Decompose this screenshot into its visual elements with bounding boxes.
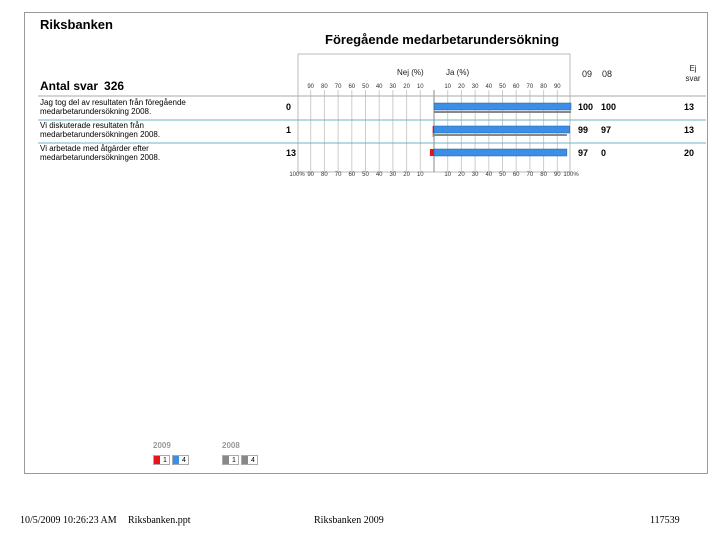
bottom-tick-label: 30 [471, 172, 479, 178]
top-tick-label: 90 [553, 84, 561, 90]
no-answer-count: 0 [286, 102, 292, 112]
bar-ja-2009 [434, 103, 571, 110]
bottom-tick-label: 90 [553, 172, 561, 178]
bottom-tick-label: 60 [348, 172, 356, 178]
top-tick-label: 90 [307, 84, 315, 90]
nej-header: Nej (%) [397, 68, 424, 77]
response-count-value: 326 [104, 79, 125, 93]
top-tick-label: 80 [321, 84, 328, 90]
bar-nej-2008 [433, 133, 434, 137]
bottom-tick-label: 100% [289, 172, 305, 178]
bar-nej-2009 [430, 149, 434, 156]
question-label: Vi diskuterade resultaten från medarbetarundersökningen 2008. [40, 121, 161, 139]
top-tick-label: 40 [485, 84, 493, 90]
legend-year-2008: 2008 [222, 441, 240, 450]
legend-label: 4 [182, 457, 186, 464]
top-tick-label: 70 [334, 84, 342, 90]
top-tick-label: 20 [458, 84, 465, 90]
bar-ja-2008 [434, 111, 571, 113]
top-tick-label: 30 [389, 84, 397, 90]
chart-title: Föregående medarbetarundersökning [325, 32, 560, 47]
response-count-label: Antal svar [40, 79, 99, 93]
ej-svar-count: 20 [684, 148, 695, 158]
bar-ja-2009 [434, 126, 570, 133]
bottom-tick-label: 70 [334, 172, 342, 178]
ej-svar-header: Ej svar [685, 64, 701, 83]
legend-year-2009: 2009 [153, 441, 171, 450]
top-tick-label: 40 [375, 84, 383, 90]
bottom-tick-label: 80 [540, 172, 547, 178]
footer-file: Riksbanken.ppt [128, 515, 191, 526]
bottom-tick-label: 40 [375, 172, 383, 178]
top-tick-label: 70 [526, 84, 534, 90]
bottom-tick-label: 20 [458, 172, 465, 178]
bottom-tick-label: 70 [526, 172, 534, 178]
pct-2008: 97 [601, 125, 612, 135]
top-tick-label: 10 [444, 84, 452, 90]
legend-label: 4 [251, 457, 255, 464]
bar-ja-2009 [434, 149, 567, 156]
ej-svar-count: 13 [684, 102, 695, 112]
bottom-tick-label: 10 [416, 172, 424, 178]
pct-2009: 97 [578, 148, 589, 158]
top-tick-label: 10 [416, 84, 424, 90]
brand-title: Riksbanken [40, 17, 113, 32]
bar-nej-2009 [433, 126, 434, 133]
bottom-tick-label: 40 [485, 172, 493, 178]
bar-ja-2008 [434, 134, 567, 136]
no-answer-count: 13 [286, 148, 297, 158]
top-tick-label: 30 [471, 84, 479, 90]
footer-center: Riksbanken 2009 [314, 515, 384, 526]
top-tick-label: 50 [499, 84, 506, 90]
bottom-tick-label: 50 [499, 172, 506, 178]
pct-2009: 99 [578, 125, 589, 135]
bottom-tick-label: 20 [403, 172, 410, 178]
ej-svar-count: 13 [684, 125, 695, 135]
no-answer-count: 1 [286, 125, 292, 135]
bottom-tick-label: 10 [444, 172, 452, 178]
top-tick-label: 60 [348, 84, 356, 90]
footer-number: 117539 [650, 515, 680, 526]
pct-2008: 100 [601, 102, 617, 112]
pct-2008: 0 [601, 148, 607, 158]
footer-datetime: 10/5/2009 10:26:23 AM [20, 515, 117, 526]
question-label: Vi arbetade med åtgärder efter medarbetarundersökningen 2008. [40, 144, 161, 162]
top-tick-label: 60 [512, 84, 520, 90]
pct-2009: 100 [578, 102, 594, 112]
bottom-tick-label: 100% [563, 172, 579, 178]
top-tick-label: 80 [540, 84, 547, 90]
legend-label: 1 [163, 457, 167, 464]
bottom-tick-label: 30 [389, 172, 397, 178]
top-tick-label: 20 [403, 84, 410, 90]
year-2008-header: 08 [602, 69, 613, 79]
bottom-tick-label: 60 [512, 172, 520, 178]
bottom-tick-label: 90 [307, 172, 315, 178]
bottom-tick-label: 80 [321, 172, 328, 178]
ja-header: Ja (%) [446, 68, 470, 77]
year-2009-header: 09 [582, 69, 593, 79]
bottom-tick-label: 50 [362, 172, 369, 178]
top-tick-label: 50 [362, 84, 369, 90]
legend-label: 1 [232, 457, 236, 464]
question-label: Jag tog del av resultaten från föregående medarbetarundersökning 2008. [40, 98, 186, 116]
